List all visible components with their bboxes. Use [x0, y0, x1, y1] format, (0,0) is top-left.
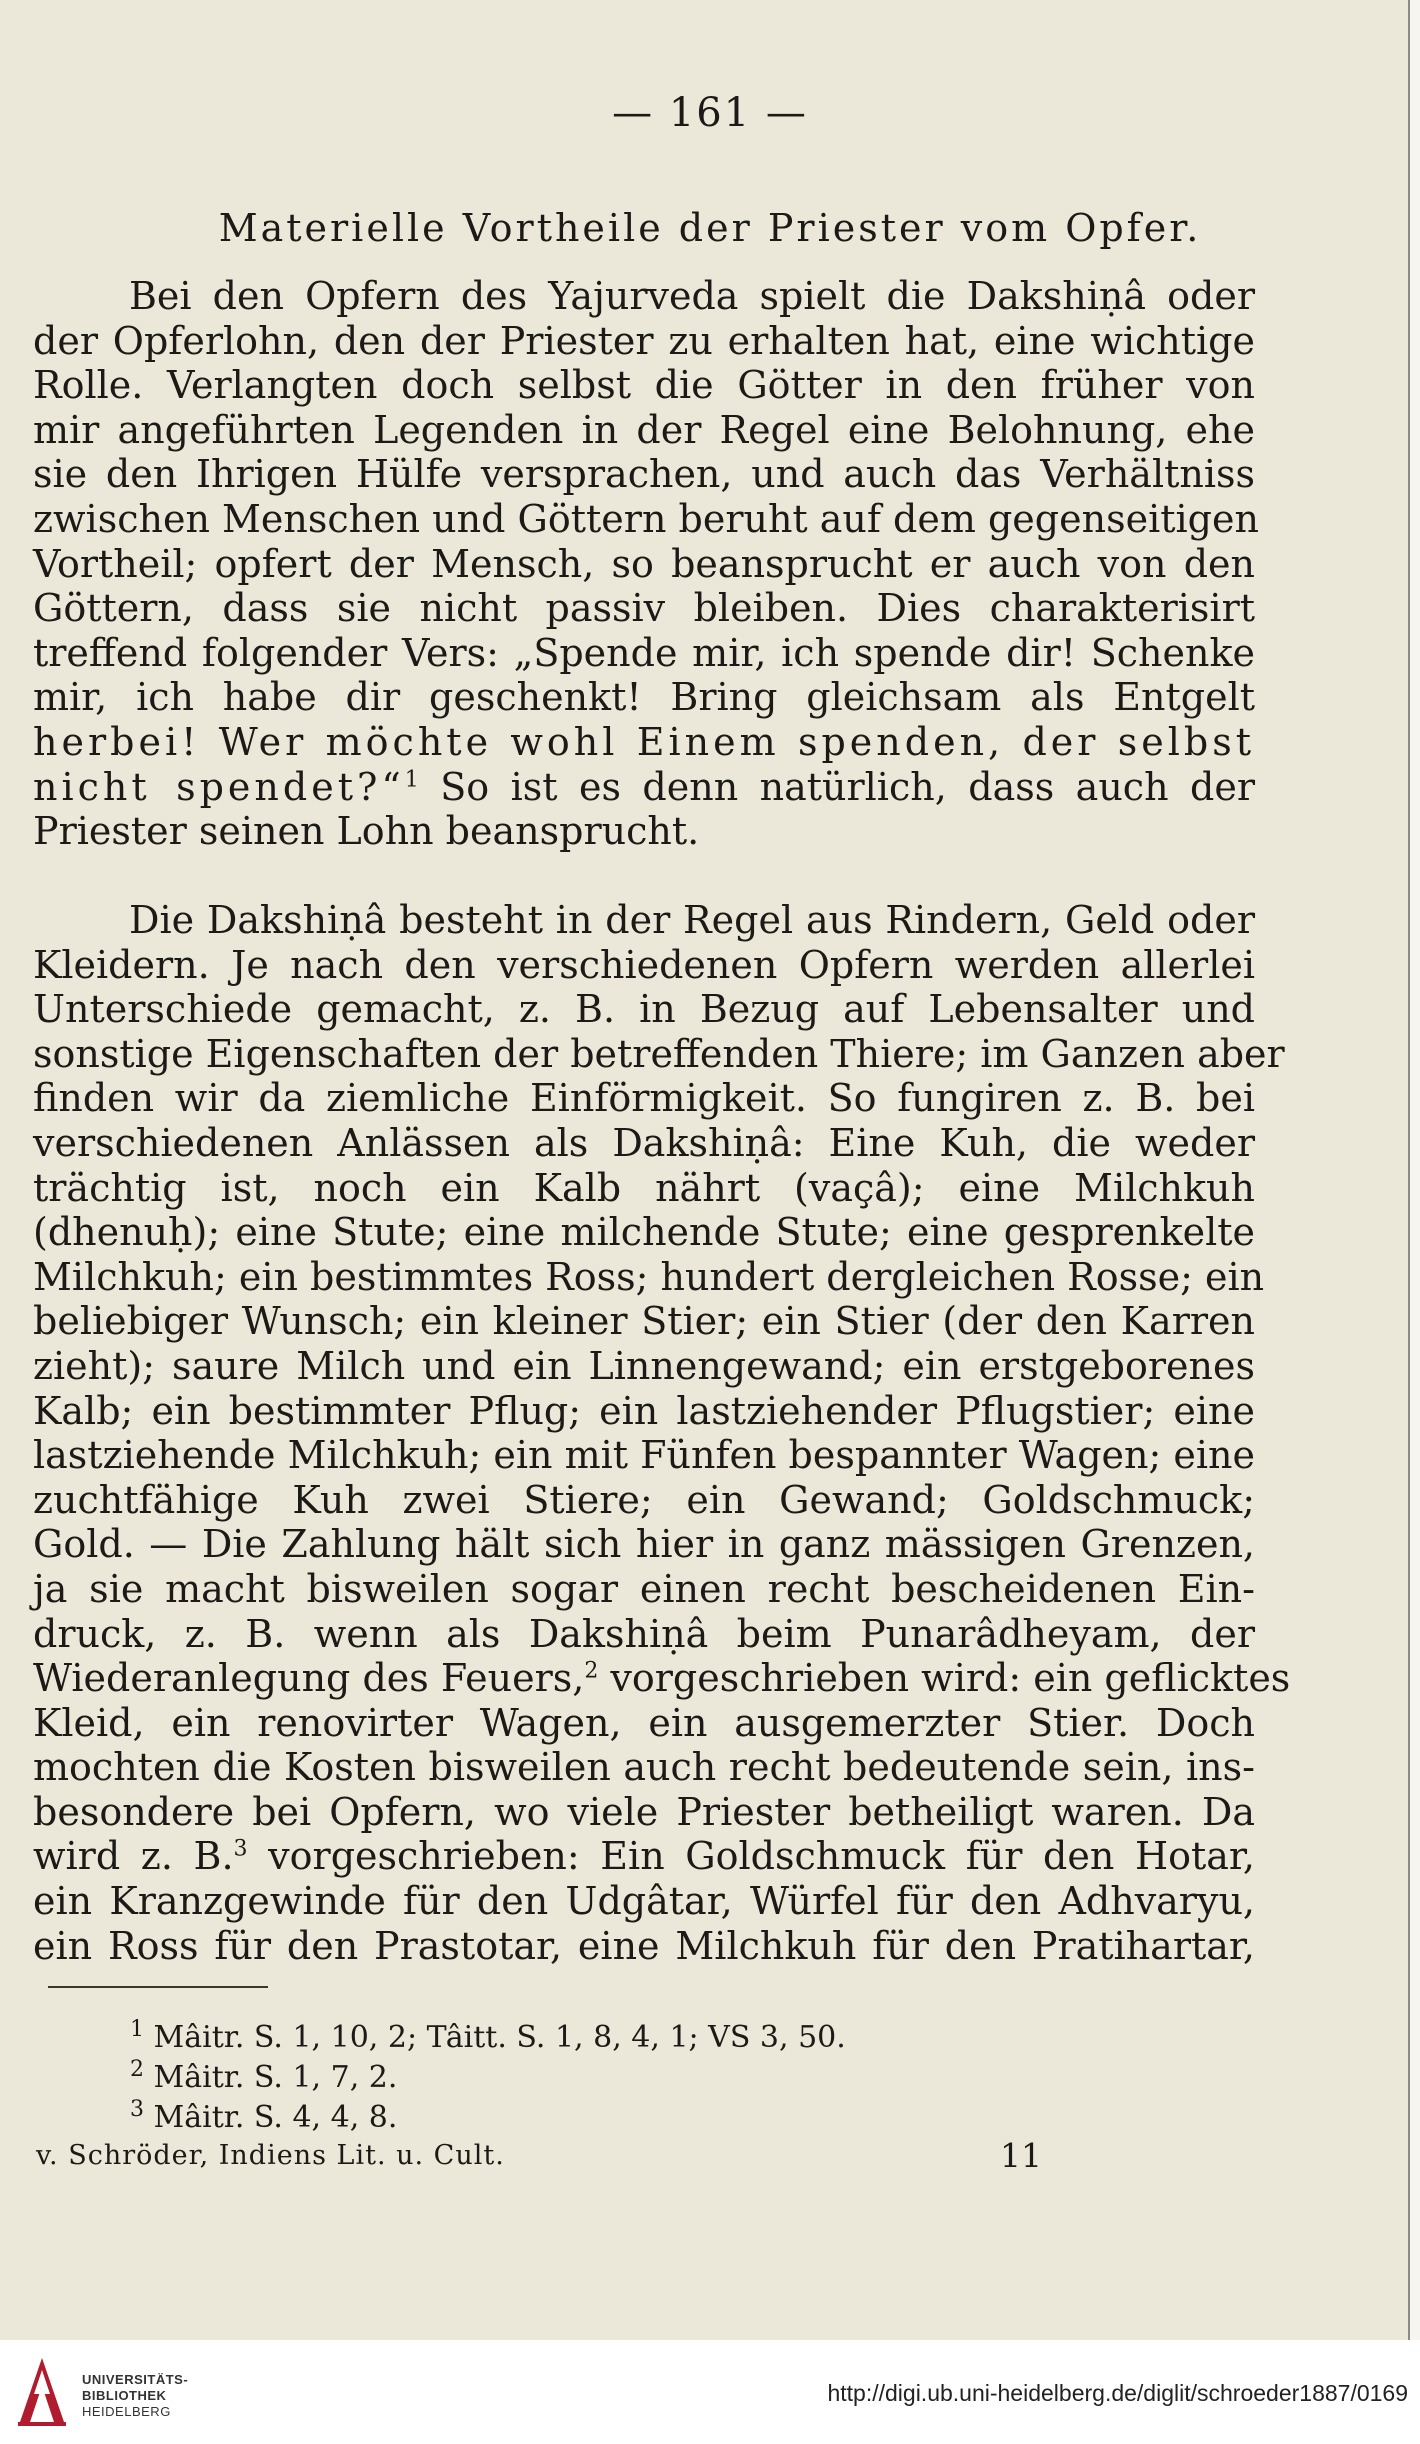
- text-line: Unterschiede gemacht, z. B. in Bezug auf Lebensalter und: [33, 987, 1255, 1032]
- footnote-text: Mâitr. S. 1, 10, 2; Tâitt. S. 1, 8, 4, 1; VS 3, 50.: [153, 2020, 846, 2055]
- footnote-text: Mâitr. S. 1, 7, 2.: [153, 2060, 398, 2095]
- library-footer: [0, 2340, 1420, 2444]
- footnote-number: 3: [130, 2097, 144, 2122]
- text-line: mir angeführten Legenden in der Regel eine Belohnung, ehe: [33, 407, 1255, 452]
- footnote-divider: [48, 1986, 268, 1988]
- text-line: zuchtfähige Kuh zwei Stiere; ein Gewand; Goldschmuck;: [33, 1477, 1255, 1522]
- text-line: ein Kranzgewinde für den Udgâtar, Würfel für den Adhvaryu,: [33, 1879, 1255, 1924]
- library-name-line: UNIVERSITÄTS-: [82, 2372, 189, 2387]
- text-line: (dhenuḥ); eine Stute; eine milchende Stute; eine gesprenkelte: [33, 1210, 1255, 1255]
- text-line: sie den Ihrigen Hülfe versprachen, und auch das Verhältniss: [33, 452, 1255, 497]
- text-line: trächtig ist, noch ein Kalb nährt (vaçâ); eine Milchkuh: [33, 1165, 1255, 1210]
- text-line-with-footnote: [33, 765, 1255, 810]
- library-logo-icon: [14, 2352, 70, 2428]
- footnote: [130, 2098, 846, 2138]
- page-edge: [1408, 0, 1420, 2340]
- text-line: mir, ich habe dir geschenkt! Bring gleichsam als Entgelt: [33, 675, 1255, 720]
- source-url-link[interactable]: http://digi.ub.uni-heidelberg.de/diglit/schroeder1887/0169: [827, 2380, 1408, 2406]
- text-line: sonstige Eigenschaften der betreffenden Thiere; im Ganzen aber: [33, 1031, 1285, 1076]
- footnote: [130, 2058, 846, 2098]
- text-line: Kalb; ein bestimmter Pflug; ein lastziehender Pflugstier; eine: [33, 1388, 1255, 1433]
- text-run: Wiederanlegung des Feuers,: [33, 1656, 585, 1701]
- footnote-marker: 2: [584, 1658, 599, 1684]
- footnote-number: 1: [130, 2017, 144, 2042]
- library-name-line: HEIDELBERG: [82, 2404, 171, 2419]
- text-line: druck, z. B. wenn als Dakshiṇâ beim Punarâdheyam, der: [33, 1611, 1255, 1656]
- text-line: mochten die Kosten bisweilen auch recht bedeutende sein, ins-: [33, 1745, 1255, 1790]
- text-run: So ist es denn natürlich, dass auch der: [418, 764, 1255, 809]
- section-heading: Materielle Vortheile der Priester vom Opfer.: [218, 206, 1202, 250]
- text-line: beliebiger Wunsch; ein kleiner Stier; ein Stier (der den Karren: [33, 1299, 1255, 1344]
- library-name-line: BIBLIOTHEK: [82, 2388, 167, 2403]
- text-line: Vortheil; opfert der Mensch, so beansprucht er auch von den: [33, 541, 1255, 586]
- text-line-with-footnote: [33, 1834, 1255, 1879]
- text-line: verschiedenen Anlässen als Dakshiṇâ: Eine Kuh, die weder: [33, 1120, 1255, 1165]
- text-line: der Opferlohn, den der Priester zu erhalten hat, eine wichtige: [33, 318, 1255, 363]
- library-name: [82, 2372, 188, 2420]
- text-line: Göttern, dass sie nicht passiv bleiben. Dies charakterisirt: [33, 586, 1255, 631]
- text-line: ein Ross für den Prastotar, eine Milchkuh für den Pratihartar,: [33, 1923, 1255, 1968]
- text-line: finden wir da ziemliche Einförmigkeit. So fungiren z. B. bei: [33, 1076, 1255, 1121]
- text-line: Kleidern. Je nach den verschiedenen Opfern werden allerlei: [33, 942, 1255, 987]
- text-line: Priester seinen Lohn beansprucht.: [33, 809, 700, 854]
- text-line: Rolle. Verlangten doch selbst die Götter in den früher von: [33, 363, 1255, 408]
- page-number: — 161 —: [612, 90, 808, 136]
- paragraph-2: [33, 898, 1291, 1968]
- text-run: vorgeschrieben: Ein Goldschmuck für den Hotar,: [247, 1834, 1255, 1879]
- text-line: Kleid, ein renovirter Wagen, ein ausgemerzter Stier. Doch: [33, 1700, 1255, 1745]
- text-line: Milchkuh; ein bestimmtes Ross; hundert dergleichen Rosse; ein: [33, 1254, 1265, 1299]
- text-line-with-footnote: [33, 1656, 1291, 1701]
- spaced-text: nicht spendet?“: [33, 764, 405, 809]
- text-line: Die Dakshiṇâ besteht in der Regel aus Rindern, Geld oder: [129, 898, 1255, 942]
- text-line: ja sie macht bisweilen sogar einen recht bescheidenen Ein-: [33, 1566, 1255, 1611]
- text-line: Bei den Opfern des Yajurveda spielt die Dakshiṇâ oder: [129, 274, 1255, 318]
- footnote-text: Mâitr. S. 4, 4, 8.: [153, 2100, 398, 2135]
- paragraph-1: [33, 274, 1259, 854]
- sheet-number: 11: [1000, 2136, 1042, 2175]
- text-line: Gold. — Die Zahlung hält sich hier in ganz mässigen Grenzen,: [33, 1522, 1255, 1567]
- footnotes: [130, 2018, 846, 2138]
- footnote: [130, 2018, 846, 2058]
- text-run: wird z. B.: [33, 1834, 234, 1879]
- text-line: besondere bei Opfern, wo viele Priester betheiligt waren. Da: [33, 1789, 1255, 1834]
- signature-line: v. Schröder, Indiens Lit. u. Cult.: [36, 2140, 505, 2171]
- text-line: treffend folgender Vers: „Spende mir, ich spende dir! Schenke: [33, 630, 1255, 675]
- text-line: zwischen Menschen und Göttern beruht auf dem gegenseitigen: [33, 496, 1259, 541]
- text-line: lastziehende Milchkuh; ein mit Fünfen bespannter Wagen; eine: [33, 1433, 1255, 1478]
- footnote-marker: 3: [233, 1836, 248, 1862]
- text-line: herbei! Wer möchte wohl Einem spenden, der selbst: [33, 719, 1255, 764]
- footnote-marker: 1: [404, 766, 419, 792]
- footnote-number: 2: [130, 2057, 144, 2082]
- text-run: vorgeschrieben wird: ein geflicktes: [598, 1656, 1291, 1701]
- text-line: zieht); saure Milch und ein Linnengewand; ein erstgeborenes: [33, 1343, 1255, 1388]
